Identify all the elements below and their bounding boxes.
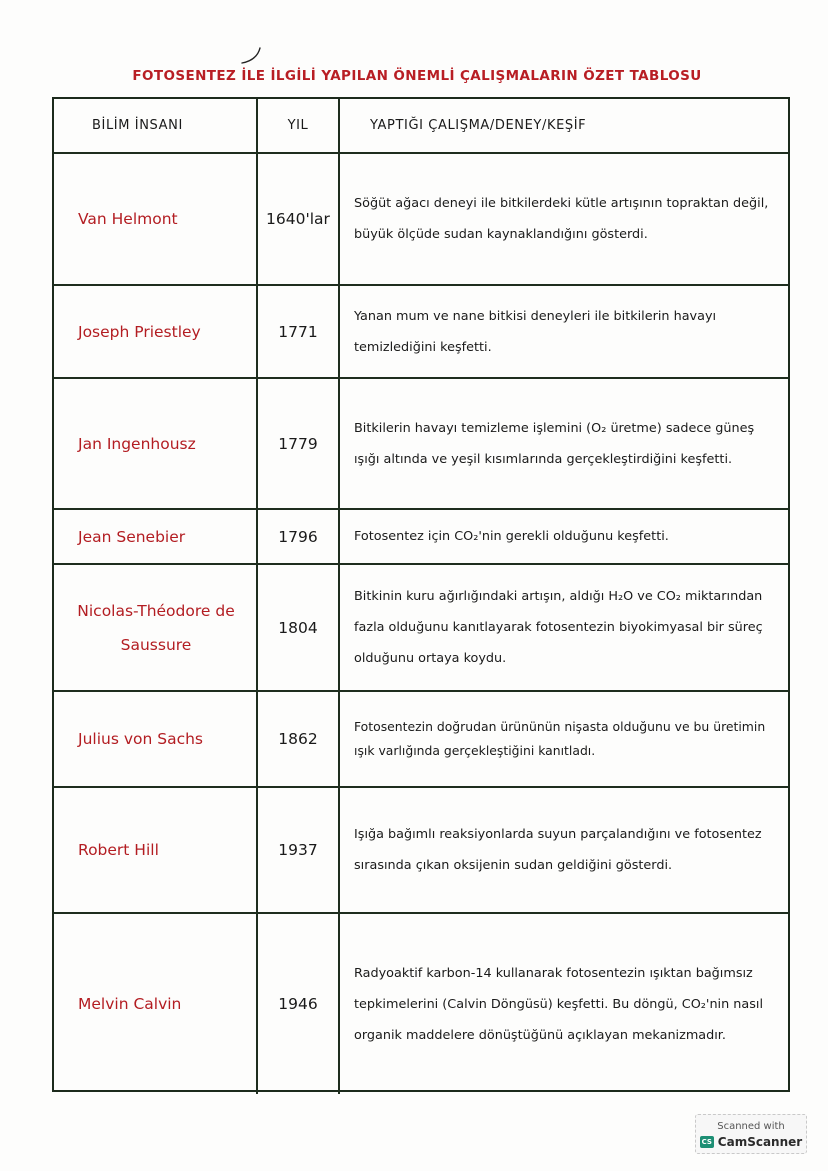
summary-table	[52, 97, 790, 1092]
work-description: Yanan mum ve nane bitkisi deneyleri ile bitkilerin havayı temizlediğini keşfetti.	[340, 286, 788, 379]
work-description: Bitkinin kuru ağırlığındaki artışın, aldığı H₂O ve CO₂ miktarından fazla olduğunu kanıtlayarak fotosentezin biyokimyasal bir süreç olduğunu ortaya koydu.	[340, 565, 788, 692]
work-description: Işığa bağımlı reaksiyonlarda suyun parçalandığını ve fotosentez sırasında çıkan oksijenin sudan geldiğini gösterdi.	[340, 788, 788, 914]
work-description: Radyoaktif karbon-14 kullanarak fotosentezin ışıktan bağımsız tepkimelerini (Calvin Döngüsü) keşfetti. Bu döngü, CO₂'nin nasıl organik maddelere dönüştüğünü açıklayan mekanizmadır.	[354, 965, 764, 1043]
scientist-name: Jan Ingenhousz	[54, 379, 258, 510]
watermark-brand-row	[700, 1135, 802, 1149]
scientist-name: Robert Hill	[54, 788, 258, 914]
work-description: Söğüt ağacı deneyi ile bitkilerdeki kütle artışının topraktan değil, büyük ölçüde sudan kaynaklandığını gösterdi.	[340, 154, 788, 286]
header-year: YIL	[258, 99, 340, 154]
year-value: 1796	[258, 510, 340, 565]
header-work: YAPTIĞI ÇALIŞMA/DENEY/KEŞİF	[340, 99, 788, 154]
page-title: FOTOSENTEZ İLE İLGİLİ YAPILAN ÖNEMLİ ÇALIŞMALARIN ÖZET TABLOSU	[132, 68, 702, 84]
scientist-name: Melvin Calvin	[54, 914, 258, 1094]
header-scientist: BİLİM İNSANI	[54, 99, 258, 154]
camscanner-logo-icon: CS	[701, 1137, 712, 1146]
watermark-brand: CamScanner	[717, 1134, 803, 1149]
work-description: Bitkilerin havayı temizleme işlemini (O₂ üretme) sadece güneş ışığı altında ve yeşil kısımlarında gerçekleştirdiğini keşfetti.	[340, 379, 788, 510]
year-value: 1804	[258, 565, 340, 692]
scientist-name: Van Helmont	[54, 154, 258, 286]
year-value: 1779	[258, 379, 340, 510]
year-value: 1862	[258, 692, 340, 788]
watermark-caption: Scanned with	[717, 1120, 785, 1132]
scientist-name: Nicolas-Théodore de Saussure	[54, 565, 258, 692]
year-value: 1937	[258, 788, 340, 914]
year-value: 1771	[258, 286, 340, 379]
work-description: Fotosentezin doğrudan ürününün nişasta olduğunu ve bu üretimin ışık varlığında gerçekleştiğini kanıtladı.	[340, 692, 788, 788]
scientist-name: Jean Senebier	[54, 510, 258, 565]
camscanner-watermark	[695, 1114, 807, 1154]
scientist-name: Joseph Priestley	[54, 286, 258, 379]
pen-stroke-mark	[238, 46, 264, 66]
year-value: 1946	[258, 914, 340, 1094]
work-description: Fotosentez için CO₂'nin gerekli olduğunu keşfetti.	[340, 510, 788, 565]
year-value: 1640'lar	[258, 154, 340, 286]
scientist-name: Julius von Sachs	[54, 692, 258, 788]
